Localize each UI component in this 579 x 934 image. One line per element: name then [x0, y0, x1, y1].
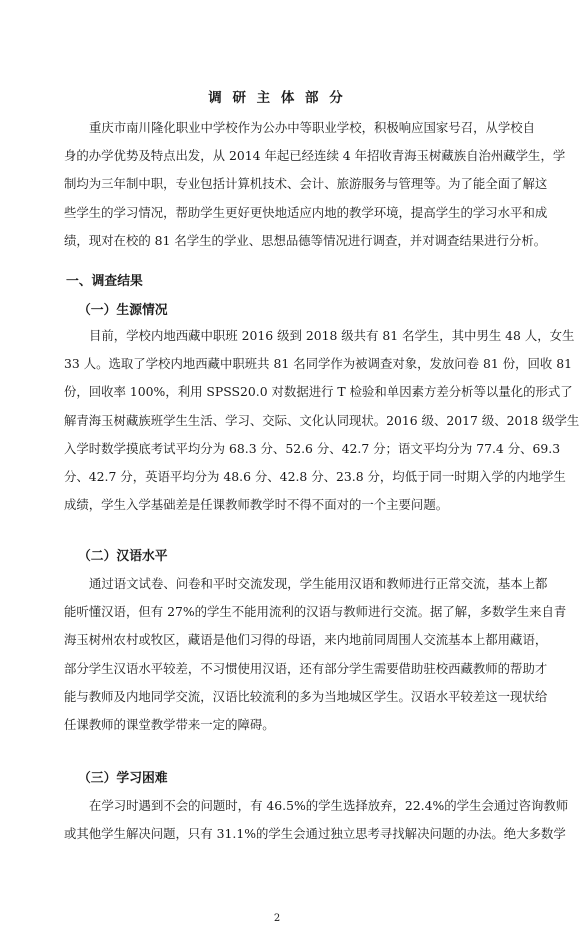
text-line: 重庆市南川隆化职业中学校作为公办中等职业学校，积极响应国家号召，从学校自 [89, 120, 536, 135]
subsection-heading: （一）生源情况 [78, 303, 168, 318]
text-line: 能与教师及内地同学交流，汉语比较流利的多为当地城区学生。汉语水平较差这一现状给 [64, 688, 548, 704]
chinese-level-paragraph [64, 570, 567, 739]
text-line: 份，回收率 100%，利用 SPSS20.0 对数据进行 T 检验和单因素方差分析等以量化的形式了 [64, 384, 573, 400]
subsection-heading: （二）汉语水平 [78, 549, 168, 564]
source-paragraph [64, 322, 579, 519]
section-heading: 一、调查结果 [66, 274, 143, 289]
text-line: 部分学生汉语水平较差，不习惯使用汉语，还有部分学生需要借助驻校西藏教师的帮助才 [64, 660, 548, 676]
text-line: 绩，现对在校的 81 名学生的学业、思想品德等情况进行调查，并对调查结果进行分析。 [64, 232, 547, 248]
learning-difficulty-paragraph [64, 792, 569, 848]
intro-paragraph [64, 114, 566, 255]
text-line: 能听懂汉语，但有 27%的学生不能用流利的汉语与教师进行交流。据了解，多数学生来自青 [64, 604, 567, 620]
text-line: 些学生的学习情况，帮助学生更好更快地适应内地的教学环境，提高学生的学习水平和成 [64, 204, 548, 220]
text-line: 目前，学校内地西藏中职班 2016 级到 2018 级共有 81 名学生，其中男生 48 人，女生 [89, 328, 575, 343]
text-line: 通过语文试卷、问卷和平时交流发现，学生能用汉语和教师进行正常交流，基本上都 [89, 576, 548, 591]
text-line: 或其他学生解决问题，只有 31.1%的学生会通过独立思考寻找解决问题的办法。绝大多数学 [64, 826, 566, 842]
text-line: 制均为三年制中职，专业包括计算机技术、会计、旅游服务与管理等。为了能全面了解这 [64, 176, 548, 192]
page-number: 2 [273, 913, 281, 924]
text-line: 身的办学优势及特点出发，从 2014 年起已经连续 4 年招收青海玉树藏族自治州藏学生，学 [64, 148, 566, 164]
text-line: 33 人。选取了学校内地西藏中职班共 81 名同学作为被调查对象，发放问卷 81 份，回收 81 [64, 356, 572, 372]
text-line: 在学习时遇到不会的问题时，有 46.5%的学生选择放弃，22.4%的学生会通过咨询教师 [89, 798, 569, 813]
subsection-heading: （三）学习困难 [78, 771, 168, 786]
text-line: 海玉树州农村或牧区，藏语是他们习得的母语，来内地前同周围人交流基本上都用藏语， [64, 632, 548, 648]
text-line: 任课教师的课堂教学带来一定的障碍。 [64, 717, 275, 733]
text-line: 分、42.7 分，英语平均分为 48.6 分、42.8 分、23.8 分，均低于同一时期入学的内地学生 [64, 469, 566, 485]
text-line: 成绩，学生入学基础差是任课教师教学时不得不面对的一个主要问题。 [64, 497, 449, 513]
text-line: 入学时数学摸底考试平均分为 68.3 分、52.6 分、42.7 分；语文平均分为 77.4 分、69.3 [64, 440, 561, 456]
text-line: 解青海玉树藏族班学生生活、学习、交际、文化认同现状。2016 级、2017 级、2018 级学生 [64, 412, 579, 428]
page-title: 调 研 主 体 部 分 [208, 90, 346, 106]
